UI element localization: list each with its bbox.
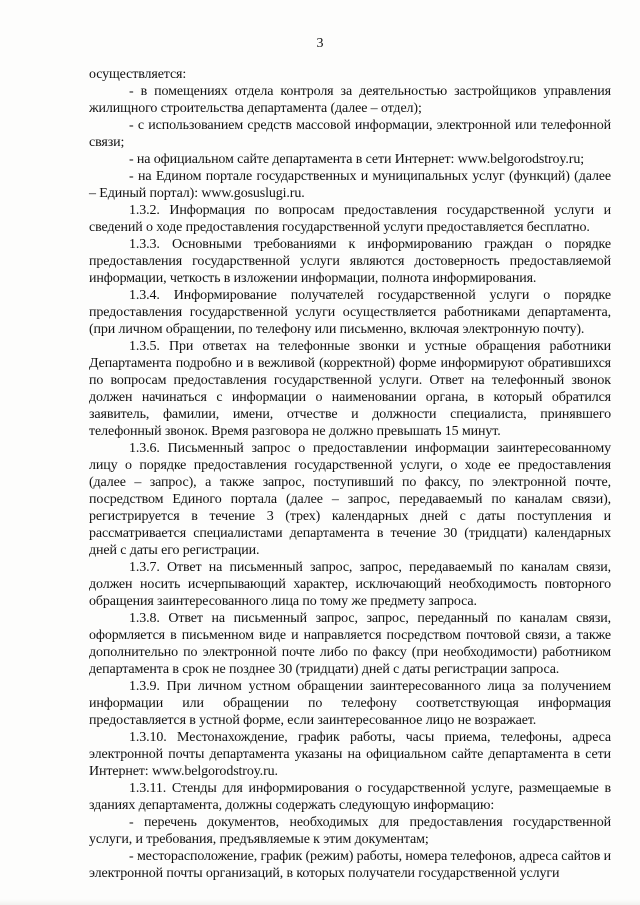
- clause-1-3-11: 1.3.11. Стенды для информирования о государственной услуге, размещаемые в зданиях департамента, должны содержать следующую информацию:: [89, 781, 611, 813]
- clause-1-3-2: 1.3.2. Информация по вопросам предоставления государственной услуги и сведений о ходе предоставления государственной услуги предоставляется бесплатно.: [89, 203, 611, 235]
- clause-1-3-3: 1.3.3. Основными требованиями к информированию граждан о порядке предоставления государственной услуги являются достоверность предоставляемой информации, четкость в изложении информации, полнота информирования.: [89, 237, 611, 286]
- clause-1-3-4: 1.3.4. Информирование получателей государственной услуги о порядке предоставления государственной услуги осуществляется работниками департамента, (при личном обращении, по телефону или письменно, включая электронную почту).: [89, 288, 611, 337]
- clause-1-3-10: 1.3.10. Местонахождение, график работы, часы приема, телефоны, адреса электронной почты департамента указаны на официальном сайте департамента в сети Интернет: www.belgorodstroy.ru.: [89, 730, 611, 779]
- document-body: [89, 66, 611, 882]
- paragraph-continuation: осуществляется:: [89, 67, 187, 82]
- clause-1-3-8: 1.3.8. Ответ на письменный запрос, запрос, переданный по каналам связи, оформляется в письменном виде и направляется посредством почтовой связи, а также дополнительно по электронной почте либо по факсу (при необходимости) работником департамента в срок не позднее 30 (тридцати) дней с даты регистрации запроса.: [89, 611, 611, 677]
- page-number: 3: [316, 36, 324, 51]
- list-item-unified-portal: - на Едином портале государственных и муниципальных услуг (функций) (далее – Единый портал): www.gosuslugi.ru.: [89, 169, 611, 201]
- clause-1-3-9: 1.3.9. При личном устном обращении заинтересованного лица за получением информации или обращении по телефону соответствующая информация предоставляется в устной форме, если заинтересованное лицо не возражает.: [89, 679, 611, 728]
- clause-1-3-6: 1.3.6. Письменный запрос о предоставлении информации заинтересованному лицу о порядке предоставления государственной услуги, о ходе ее предоставления (далее – запрос), а также запрос, поступивший по факсу, по электронной почте, посредством Единого портала (далее – запрос, передаваемый по каналам связи), регистрируется в течение 3 (трех) календарных дней с даты поступления и рассматривается специалистами департамента в течение 30 (тридцати) календарных дней с даты его регистрации.: [89, 441, 611, 558]
- page-bottom-edge: [0, 899, 640, 905]
- list-item-location-schedule: - месторасположение, график (режим) работы, номера телефонов, адреса сайтов и электронной почты организаций, в которых получатели государственной услуги: [89, 849, 611, 881]
- list-item-documents: - перечень документов, необходимых для предоставления государственной услуги, и требования, предъявляемые к этим документам;: [89, 815, 611, 847]
- clause-1-3-5: 1.3.5. При ответах на телефонные звонки и устные обращения работники Департамента подробно и в вежливой (корректной) форме информируют обратившихся по вопросам предоставления государственной услуги. Ответ на телефонный звонок должен начинаться с информации о наименовании органа, в который обратился заявитель, фамилии, имени, отчестве и должности специалиста, принявшего телефонный звонок. Время разговора не должно превышать 15 минут.: [89, 339, 611, 439]
- clause-1-3-7: 1.3.7. Ответ на письменный запрос, запрос, передаваемый по каналам связи, должен носить исчерпывающий характер, исключающий необходимость повторного обращения заинтересованного лица по тому же предмету запроса.: [89, 560, 611, 609]
- list-item-mass-media: - с использованием средств массовой информации, электронной или телефонной связи;: [89, 118, 611, 150]
- list-item-official-site: - на официальном сайте департамента в сети Интернет: www.belgorodstroy.ru;: [129, 152, 584, 167]
- list-item-department-premises: - в помещениях отдела контроля за деятельностью застройщиков управления жилищного строительства департамента (далее – отдел);: [89, 84, 611, 116]
